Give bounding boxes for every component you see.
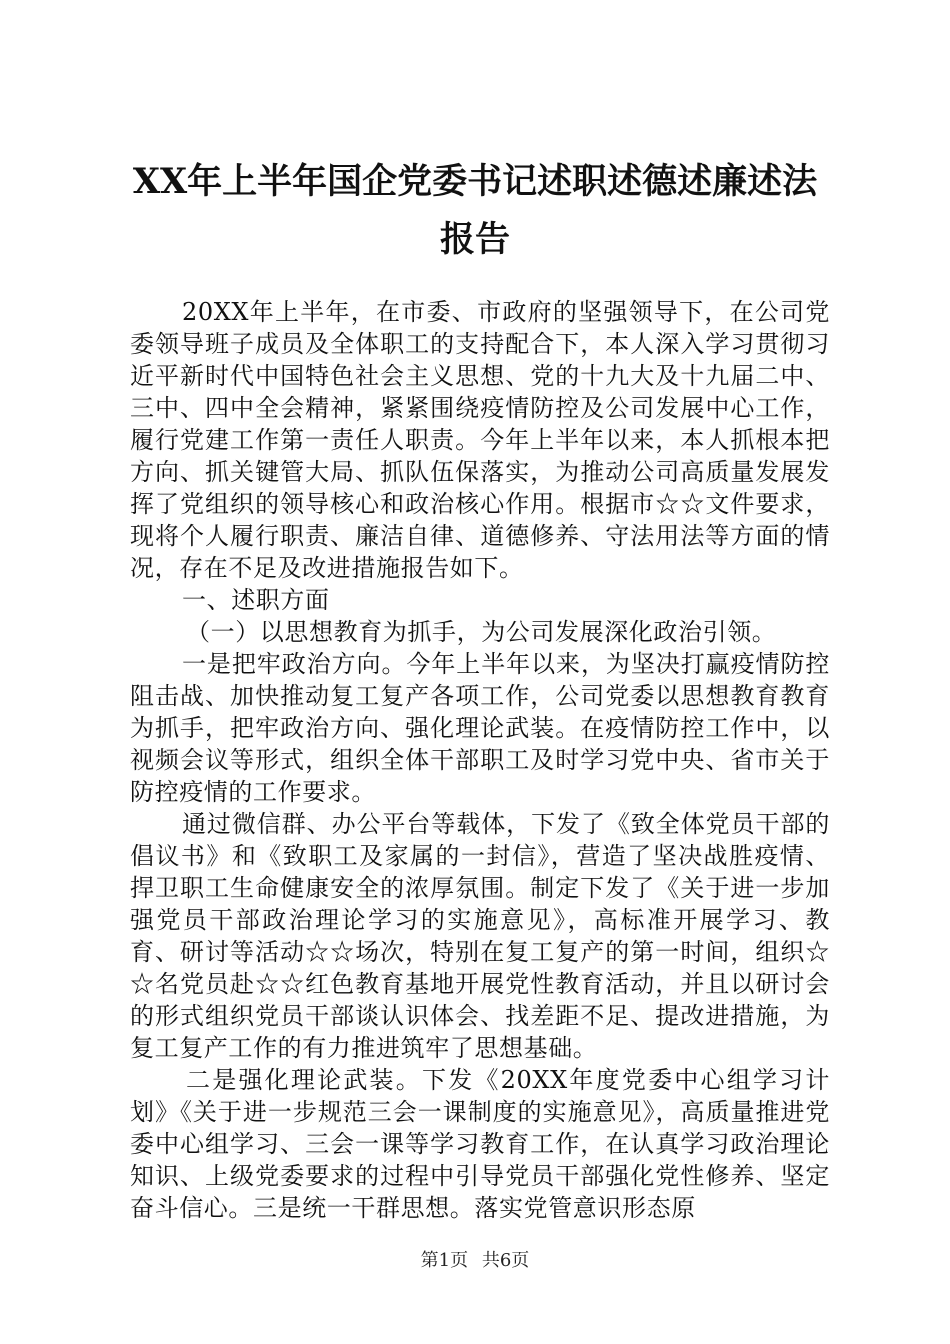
page-footer — [0, 1246, 950, 1272]
page-number-total: 共6页 — [481, 1250, 530, 1271]
paragraph-political-direction: 一是把牢政治方向。今年上半年以来，为坚决打赢疫情防控阻击战、加快推动复工复产各项工作，公司党委以思想教育教育为抓手，把牢政治方向、强化理论武装。在疫情防控工作中，以视频会议等形式，组织全体干部职工及时学习党中央、省市关于防控疫情的工作要求。 — [130, 650, 830, 806]
subsection-heading: （一）以思想教育为抓手，为公司发展深化政治引领。 — [186, 618, 777, 646]
document-body — [130, 296, 830, 1224]
document-title-line-2: 报告 — [439, 219, 510, 260]
paragraph-intro: 20XX年上半年，在市委、市政府的坚强领导下，在公司党委领导班子成员及全体职工的支持配合下，本人深入学习贯彻习近平新时代中国特色社会主义思想、党的十九大及十九届二中、三中、四中全会精神，紧紧围绕疫情防控及公司发展中心工作，履行党建工作第一责任人职责。今年上半年以来，本人抓根本把方向、抓关键管大局、抓队伍保落实，为推动公司高质量发展发挥了党组织的领导核心和政治核心作用。根据市☆☆文件要求，现将个人履行职责、廉洁自律、道德修养、守法用法等方面的情况，存在不足及改进措施报告如下。 — [130, 298, 830, 582]
document-title-line-1: XX年上半年国企党委书记述职述德述廉述法 — [132, 161, 818, 202]
paragraph-theory-study: 二是强化理论武装。下发《20XX年度党委中心组学习计划》《关于进一步规范三会一课制度的实施意见》，高质量推进党委中心组学习、三会一课等学习教育工作，在认真学习政治理论知识、上级党委要求的过程中引导党员干部强化党性修养、坚定奋斗信心。三是统一干群思想。落实党管意识形态原 — [130, 1066, 830, 1222]
page-number-current: 第1页 — [420, 1250, 469, 1271]
section-heading: 一、述职方面 — [182, 586, 330, 614]
paragraph-wechat-platform: 通过微信群、办公平台等载体，下发了《致全体党员干部的倡议书》和《致职工及家属的一封信》，营造了坚决战胜疫情、捍卫职工生命健康安全的浓厚氛围。制定下发了《关于进一步加强党员干部政治理论学习的实施意见》，高标准开展学习、教育、研讨等活动☆☆场次，特别在复工复产的第一时间，组织☆☆名党员赴☆☆红色教育基地开展党性教育活动，并且以研讨会的形式组织党员干部谈认识体会、找差距不足、提改进措施，为复工复产工作的有力推进筑牢了思想基础。 — [130, 810, 830, 1062]
